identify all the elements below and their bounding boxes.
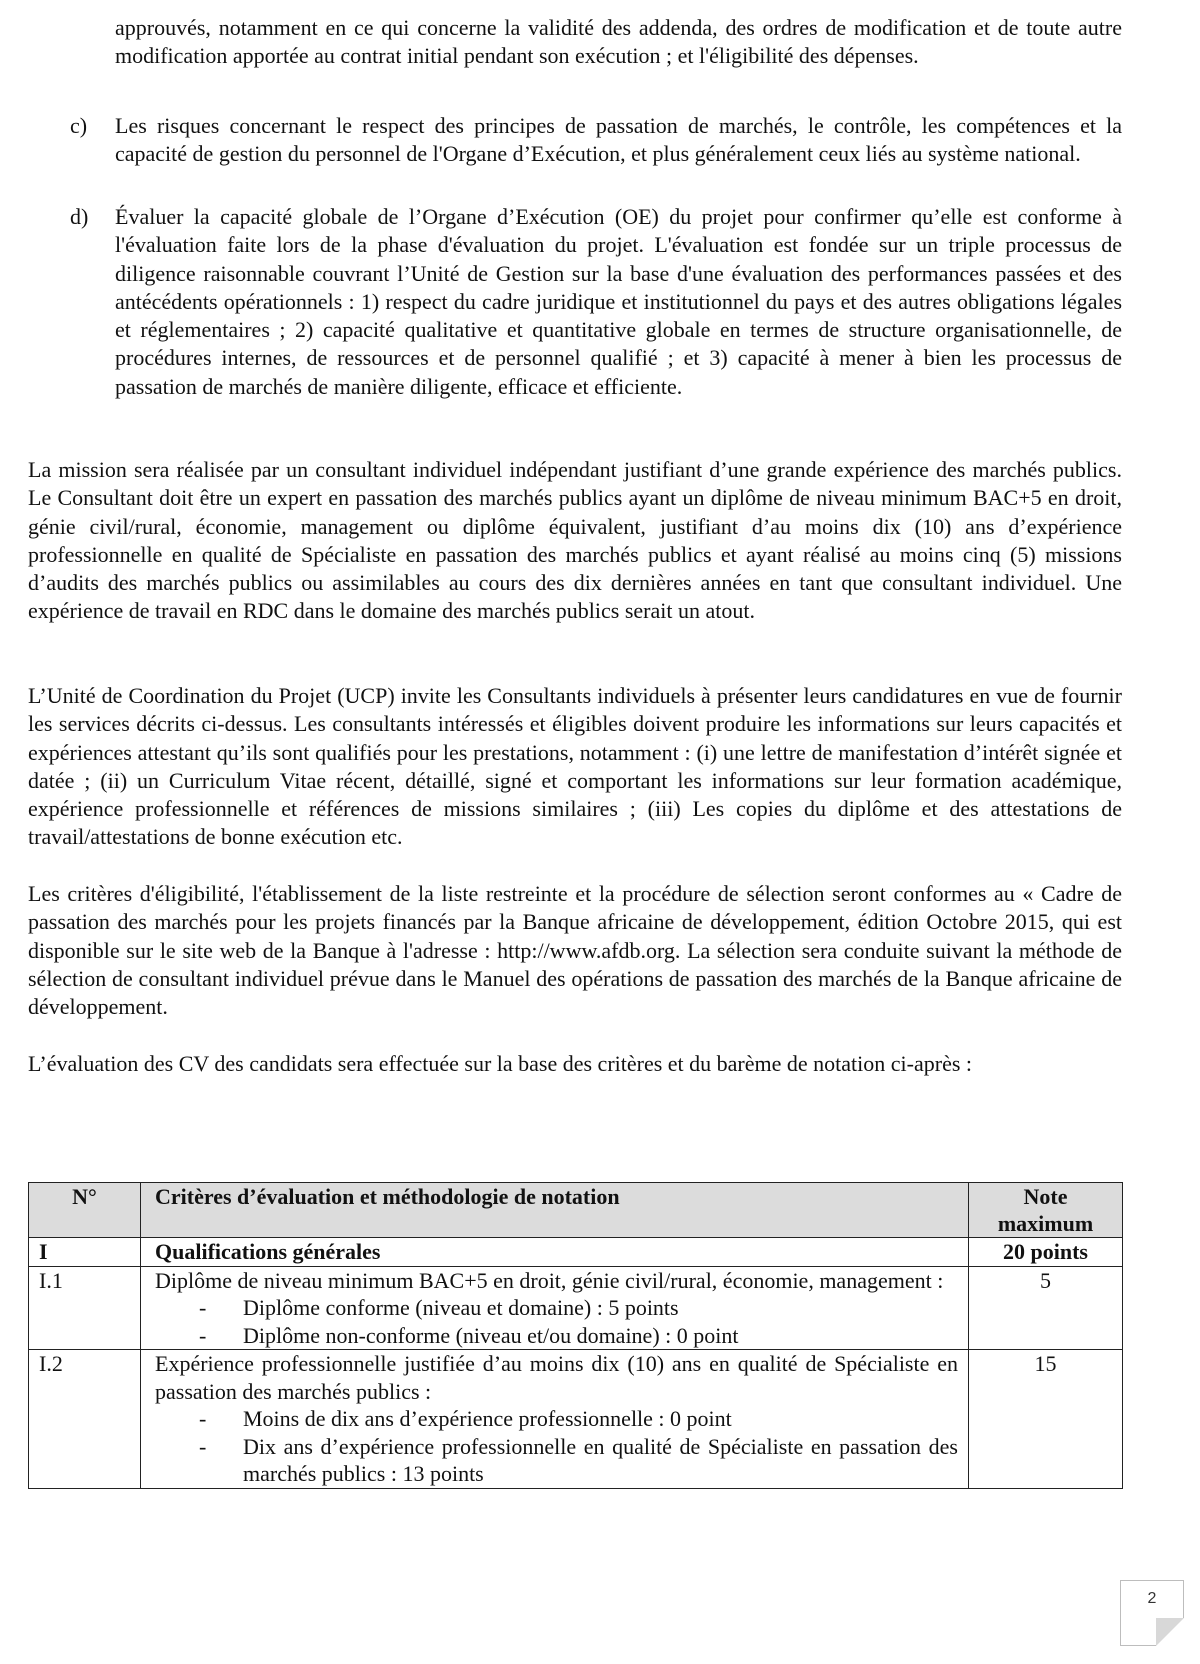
paragraph-evaluation-intro: L’évaluation des CV des candidats sera effectuée sur la base des critères et du barème de notation ci-après : xyxy=(28,1051,973,1076)
section-title: Qualifications générales xyxy=(141,1238,969,1267)
table-header-row xyxy=(29,1183,1123,1238)
paragraph-mission: La mission sera réalisée par un consultant individuel indépendant justifiant d’une grande expérience des marchés publics. Le Consultant doit être un expert en passation des marchés publics ayant un diplôme de niveau minimum BAC+5 en droit, génie civil/rural, économie, management ou diplôme équivalent, justifiant d’au moins dix (10) ans d’expérience professionnelle en qualité de Spécialiste en passation des marchés publics et ayant réalisé au moins cinq (5) missions d’audits des marchés publics ou assimilables au cours des dix dernières années en tant que consultant individuel. Une expérience de travail en RDC dans le domaine des marchés publics serait un atout. xyxy=(28,457,1122,624)
header-number: N° xyxy=(29,1183,141,1238)
list-marker: d) xyxy=(70,204,89,229)
table-section-row xyxy=(29,1238,1123,1267)
paragraph-eligibility: Les critères d'éligibilité, l'établissement de la liste restreinte et la procédure de sélection seront conformes au « Cadre de passation des marchés pour les projets financés par la Banque africaine de développement, édition Octobre 2015, qui est disponible sur le site web de la Banque à l'adresse : http://www.afdb.org. La sélection sera conduite suivant la méthode de sélection de consultant individuel prévue dans le Manuel des opérations de passation des marchés de la Banque africaine de développement. xyxy=(28,881,1122,1020)
dash-bullet: - xyxy=(199,1433,207,1459)
header-criteria: Critères d’évaluation et méthodologie de notation xyxy=(141,1183,969,1238)
row-criterion-cell xyxy=(141,1266,969,1350)
list-item-text: Évaluer la capacité globale de l’Organe d’Exécution (OE) du projet pour confirmer qu’elle est conforme à l'évaluation faite lors de la phase d'évaluation du projet. L'évaluation est fondée sur un triple processus de diligence raisonnable couvrant l’Unité de Gestion sur la base d'une évaluation des performances passées et des antécédents opérationnels : 1) respect du cadre juridique et institutionnel du pays et des autres obligations légales et réglementaires ; 2) capacité qualitative et quantitative globale en termes de structure organisationnelle, de procédures internes, de ressources et de personnel qualifié ; et 3) capacité à mener à bien les processus de passation de marchés de manière diligente, efficace et efficiente. xyxy=(115,204,1122,399)
row-max-note: 5 xyxy=(969,1266,1123,1350)
dash-bullet: - xyxy=(199,1322,207,1348)
paragraph-invitation: L’Unité de Coordination du Projet (UCP) invite les Consultants individuels à présenter leurs candidatures en vue de fournir les services décrits ci-dessus. Les consultants intéressés et éligibles doivent produire les informations sur leurs capacités et expériences attestant qu’ils sont qualifiés pour les prestations, notamment : (i) une lettre de manifestation d’intérêt signée et datée ; (ii) un Curriculum Vitae récent, détaillé, signé et comportant les informations sur leur formation académique, expérience professionnelle et références de missions similaires ; (iii) Les copies du diplôme et des attestations de travail/attestations de bonne exécution etc. xyxy=(28,683,1122,850)
list-item-d xyxy=(70,203,1122,401)
page-curl-icon xyxy=(1156,1618,1184,1646)
list-marker: c) xyxy=(70,113,88,138)
continuation-paragraph: approuvés, notamment en ce qui concerne la validité des addenda, des ordres de modification et de toute autre modification apportée au contrat initial pendant son exécution ; et l'éligibilité des dépenses. xyxy=(115,15,1122,69)
criterion-subitem: - Diplôme conforme (niveau et domaine) : 5 points xyxy=(199,1295,679,1320)
section-number: I xyxy=(29,1238,141,1267)
row-criterion: Expérience professionnelle justifiée d’au moins dix (10) ans en qualité de Spécialiste en passation des marchés publics : xyxy=(155,1351,958,1404)
header-max-note: Note maximum xyxy=(969,1183,1123,1238)
page-number-box xyxy=(1120,1580,1184,1646)
page-number: 2 xyxy=(1147,1590,1157,1607)
section-points: 20 points xyxy=(969,1238,1123,1267)
dash-bullet: - xyxy=(199,1295,207,1320)
row-number: I.2 xyxy=(29,1350,141,1489)
dash-bullet: - xyxy=(199,1406,207,1431)
list-item-c xyxy=(70,112,1122,169)
criterion-subitem: - Dix ans d’expérience professionnelle en qualité de Spécialiste en passation des marchés publics : 13 points xyxy=(199,1433,958,1486)
table-row xyxy=(29,1266,1123,1350)
evaluation-criteria-table xyxy=(28,1182,1123,1489)
criterion-subitem: - Diplôme non-conforme (niveau et/ou domaine) : 0 point xyxy=(199,1322,739,1348)
row-criterion: Diplôme de niveau minimum BAC+5 en droit, génie civil/rural, économie, management : xyxy=(155,1267,944,1293)
row-max-note: 15 xyxy=(969,1350,1123,1489)
row-number: I.1 xyxy=(29,1266,141,1350)
table-row xyxy=(29,1350,1123,1489)
list-item-text: Les risques concernant le respect des principes de passation de marchés, le contrôle, les compétences et la capacité de gestion du personnel de l'Organe d’Exécution, et plus généralement ceux liés au système national. xyxy=(115,113,1122,167)
row-criterion-cell xyxy=(141,1350,969,1489)
criterion-subitem: - Moins de dix ans d’expérience professionnelle : 0 point xyxy=(199,1406,732,1431)
